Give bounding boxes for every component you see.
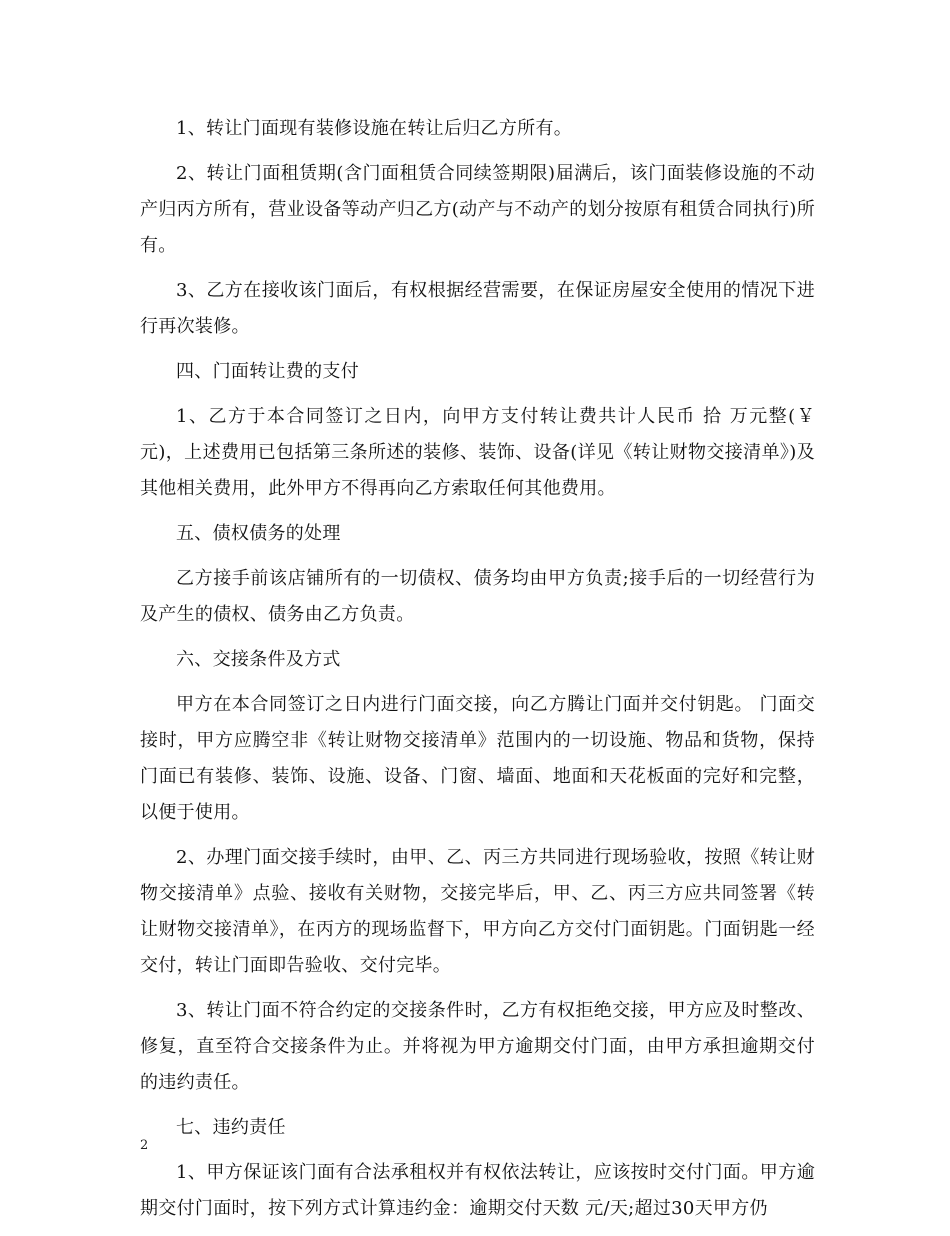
document-body [140, 111, 815, 1236]
paragraph-5: 1、乙方于本合同签订之日内，向甲方支付转让费共计人民币 拾 万元整(￥ 元)，上述费用已包括第三条所述的装修、装饰、设备(详见《转让财物交接清单》)及其他相关费用，此外甲方不得再向乙方索取任何其他费用。 [140, 406, 815, 499]
paragraph-1: 1、转让门面现有装修设施在转让后归乙方所有。 [176, 118, 573, 139]
section-heading-6: 六、交接条件及方式 [176, 649, 341, 670]
paragraph-7: 乙方接手前该店铺所有的一切债权、债务均由甲方负责;接手后的一切经营行为及产生的债权、债务由乙方负责。 [140, 568, 815, 625]
paragraph-2: 2、转让门面租赁期(含门面租赁合同续签期限)届满后，该门面装修设施的不动产归丙方所有，营业设备等动产归乙方(动产与不动产的划分按原有租赁合同执行)所有。 [140, 163, 815, 256]
section-heading-5: 五、债权债务的处理 [176, 523, 341, 544]
paragraph-11: 3、转让门面不符合约定的交接条件时，乙方有权拒绝交接，甲方应及时整改、修复，直至符合交接条件为止。并将视为甲方逾期交付门面，由甲方承担逾期交付的违约责任。 [140, 1000, 815, 1093]
page-number: 2 [140, 1138, 149, 1153]
paragraph-3: 3、乙方在接收该门面后，有权根据经营需要，在保证房屋安全使用的情况下进行再次装修。 [140, 280, 815, 337]
section-heading-7: 七、违约责任 [176, 1117, 286, 1138]
paragraph-9: 甲方在本合同签订之日内进行门面交接，向乙方腾让门面并交付钥匙。 门面交接时，甲方应腾空非《转让财物交接清单》范围内的一切设施、物品和货物，保持门面已有装修、装饰、设施、设备、门窗、墙面、地面和天花板面的完好和完整，以便于使用。 [140, 694, 815, 823]
paragraph-10: 2、办理门面交接手续时，由甲、乙、丙三方共同进行现场验收，按照《转让财物交接清单》点验、接收有关财物，交接完毕后，甲、乙、丙三方应共同签署《转让财物交接清单》，在丙方的现场监督下，甲方向乙方交付门面钥匙。门面钥匙一经交付，转让门面即告验收、交付完毕。 [140, 847, 815, 976]
section-heading-4: 四、门面转让费的支付 [176, 361, 359, 382]
paragraph-13: 1、甲方保证该门面有合法承租权并有权依法转让，应该按时交付门面。甲方逾期交付门面时，按下列方式计算违约金：逾期交付天数 元/天;超过30天甲方仍 [140, 1162, 815, 1219]
